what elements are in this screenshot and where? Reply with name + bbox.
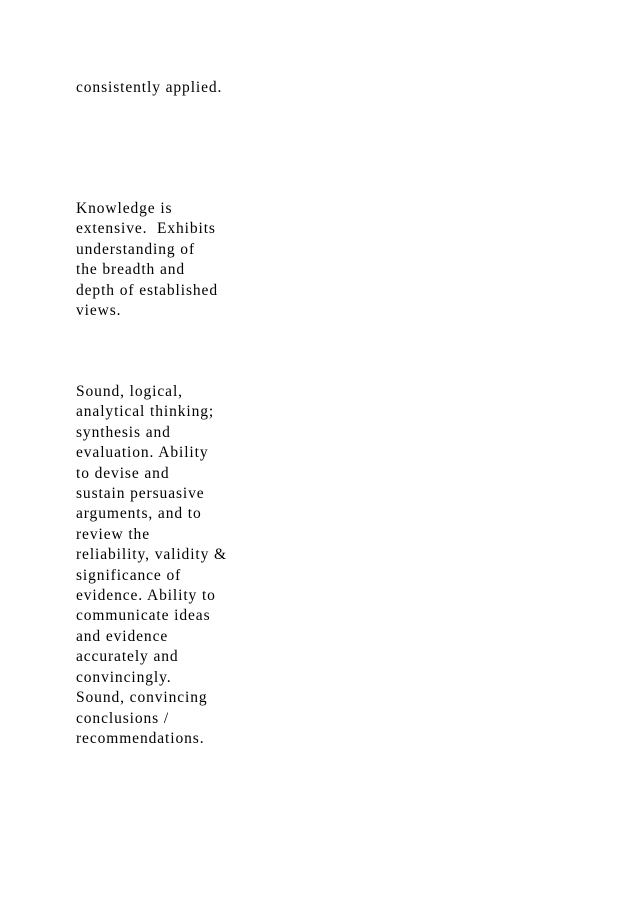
text-line: communicate ideas: [76, 607, 211, 625]
text-line: conclusions /: [76, 709, 170, 727]
text-line: consistently applied.: [76, 79, 223, 96]
text-line: Sound, convincing: [76, 689, 208, 707]
text-line: arguments, and to: [76, 505, 202, 523]
text-block-applied: [76, 78, 222, 98]
text-line: analytical thinking;: [76, 403, 215, 421]
text-line: reliability, validity &: [76, 546, 227, 564]
text-line: accurately and: [76, 648, 179, 666]
text-line: extensive. Exhibits: [76, 220, 216, 238]
text-block-analytical-thinking: [76, 382, 227, 749]
text-line: views.: [76, 302, 122, 320]
text-line: depth of established: [76, 281, 218, 299]
text-line: recommendations.: [76, 729, 205, 747]
text-line: convincingly.: [76, 668, 172, 686]
text-line: and evidence: [76, 627, 169, 645]
text-line: understanding of: [76, 240, 196, 258]
text-line: sustain persuasive: [76, 485, 205, 503]
text-line: Sound, logical,: [76, 383, 183, 400]
text-line: synthesis and: [76, 423, 171, 441]
text-line: evidence. Ability to: [76, 587, 216, 605]
text-line: Knowledge is: [76, 200, 173, 217]
text-line: significance of: [76, 566, 182, 584]
text-line: evaluation. Ability: [76, 444, 209, 462]
text-line: the breadth and: [76, 261, 186, 279]
text-line: review the: [76, 525, 150, 543]
text-block-knowledge: [76, 199, 218, 321]
text-line: to devise and: [76, 464, 170, 482]
